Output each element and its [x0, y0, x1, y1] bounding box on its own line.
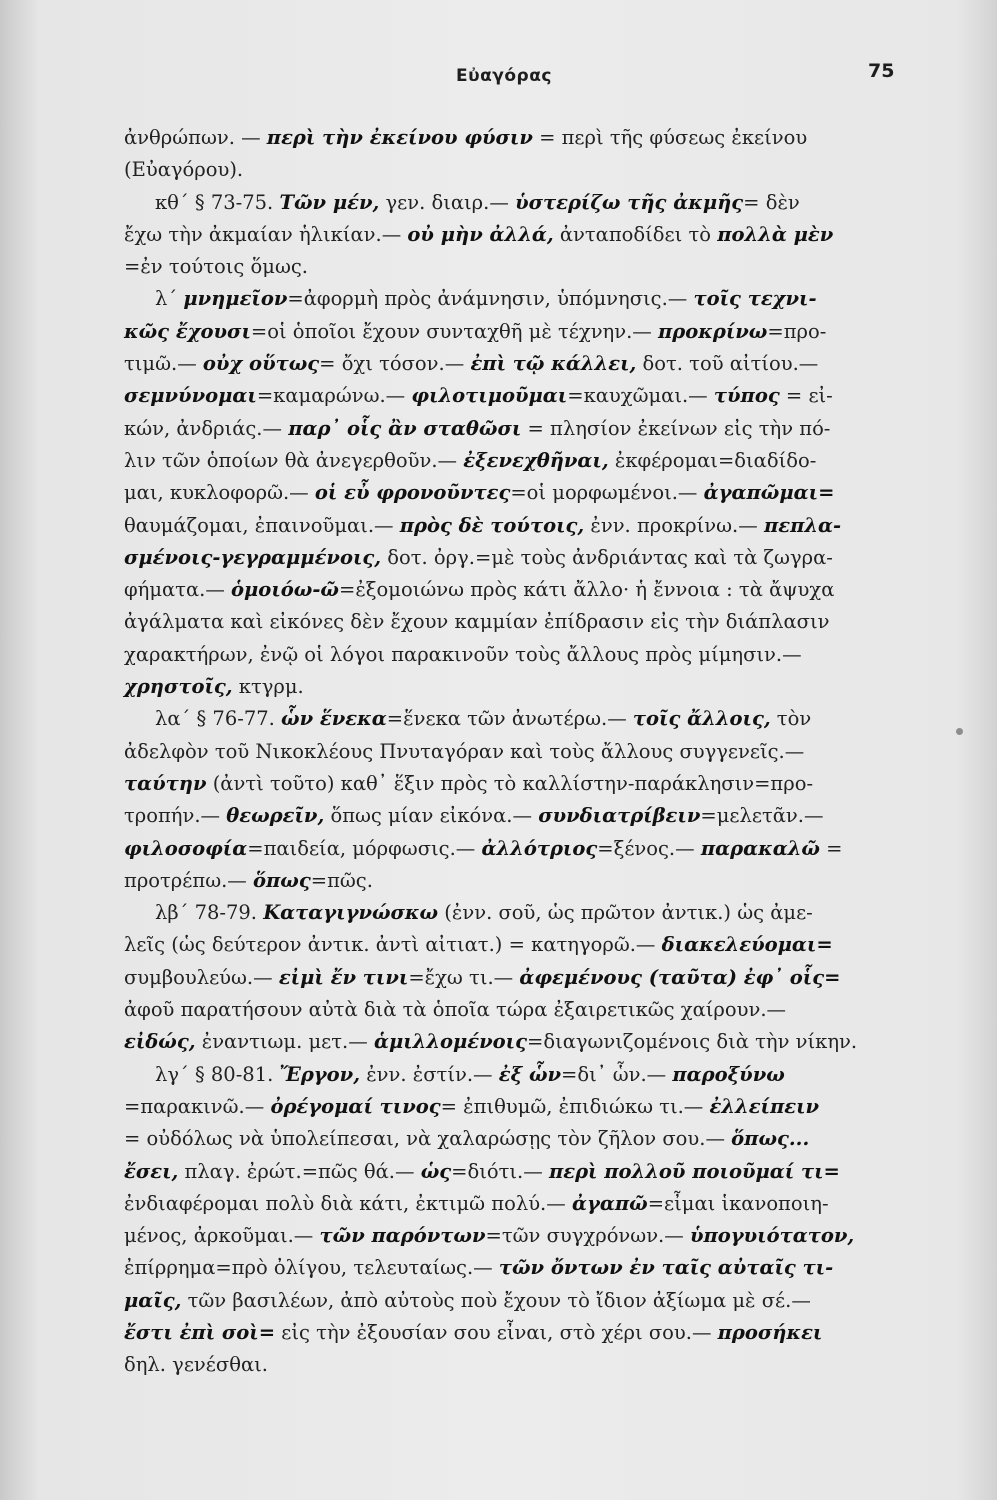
text-line: [124, 219, 914, 251]
lemma-term: περὶ πολλοῦ ποιοῦμαί τι=: [548, 1159, 840, 1183]
gloss-text: κθ΄ § 73-75.: [124, 190, 280, 214]
gloss-text: =καυχῶμαι.—: [567, 384, 714, 408]
gloss-text: =παιδεία, μόρφωσις.—: [247, 836, 482, 860]
gloss-text: κών, ἀνδριάς.—: [124, 416, 289, 440]
text-line: [124, 574, 914, 606]
lemma-term: ὅπως: [253, 868, 311, 892]
lemma-term: περὶ τὴν ἐκείνου φύσιν: [266, 126, 533, 149]
text-line: [124, 380, 914, 412]
text-line: [124, 1188, 914, 1220]
gloss-text: =εἶμαι ἱκανοποιη-: [647, 1191, 829, 1215]
lemma-term: σμένοις-γεγραμμένοις,: [124, 545, 382, 569]
gloss-text: =: [819, 836, 843, 860]
lemma-term: πολλὰ μὲν: [717, 222, 834, 246]
lemma-term: ἀλλότριος: [481, 836, 598, 860]
gloss-text: =ἔχω τι.—: [408, 965, 520, 989]
text-line: [124, 154, 914, 186]
lemma-term: εἰμὶ ἔν τινι: [278, 965, 409, 989]
gloss-text: ἀδελφὸν τοῦ Νικοκλέους Πνυταγόραν καὶ τοὺς ἄλλους συγγενεῖς.—: [124, 739, 805, 763]
text-line: [124, 1123, 914, 1155]
lemma-term: ἁμιλλομένοις: [373, 1030, 527, 1054]
gloss-text: θαυμάζομαι, ἐπαινοῦμαι.—: [124, 513, 400, 537]
lemma-term: Ἔργον,: [279, 1062, 361, 1086]
lemma-term: τῶν ὄντων ἐν ταῖς αὐταῖς τι-: [498, 1256, 834, 1280]
lemma-term: πεπλα-: [763, 513, 842, 537]
gloss-text: χαρακτήρων, ἐνῷ οἱ λόγοι παρακινοῦν τοὺς ἄλλους πρὸς μίμησιν.—: [124, 642, 802, 666]
text-line: [124, 477, 914, 509]
gloss-text: (Εὐαγόρου).: [124, 158, 244, 182]
gloss-text: =δι᾽ ὧν.—: [561, 1062, 673, 1086]
gloss-text: =μελετᾶν.—: [700, 804, 824, 828]
text-line: [124, 1059, 914, 1091]
gloss-text: μαι, κυκλοφορῶ.—: [124, 481, 315, 505]
lemma-term: σεμνύνομαι: [124, 384, 257, 408]
gloss-text: =παρακινῶ.—: [124, 1094, 271, 1118]
lemma-term: τύπος: [713, 384, 780, 408]
gloss-text: λ΄: [124, 287, 184, 311]
gloss-text: δηλ. γενέσθαι.: [124, 1353, 268, 1377]
gloss-text: =ἐν τούτοις ὅμως.: [124, 255, 308, 279]
lemma-term: ὀρέγομαί τινος: [270, 1094, 441, 1118]
lemma-term: ἐξ ὧν: [498, 1062, 562, 1086]
gloss-text: συμβουλεύω.—: [124, 965, 279, 989]
gloss-text: ἀνθρώπων. —: [124, 126, 267, 149]
lemma-term: ὅπως...: [731, 1127, 810, 1151]
gloss-text: φήματα.—: [124, 578, 232, 602]
gloss-text: ἀφοῦ παρατήσουν αὐτὰ διὰ τὰ ὁποῖα τώρα ἐξαιρετικῶς χαίρουν.—: [124, 998, 787, 1022]
text-line: [124, 606, 914, 638]
text-line: [124, 542, 914, 574]
lemma-term: παρ᾽ οἷς ἂν σταθῶσι: [288, 416, 522, 440]
gloss-text: λιν τῶν ὁποίων θὰ ἀνεγερθοῦν.—: [124, 448, 464, 472]
gloss-text: ἐνν. ἐστίν.—: [360, 1062, 499, 1086]
lemma-term: προσήκει: [717, 1320, 823, 1344]
text-line: [124, 703, 914, 735]
lemma-term: ἐπὶ τῷ κάλλει,: [470, 352, 637, 376]
gloss-text: =πῶς.: [310, 868, 373, 892]
text-line: [124, 800, 914, 832]
gloss-text: ἐπίρρημα=πρὸ ὀλίγου, τελευταίως.—: [124, 1256, 499, 1280]
gloss-text: =καμαρώνω.—: [256, 384, 412, 408]
lemma-term: συνδιατρίβειν: [538, 804, 701, 828]
lemma-term: φιλοτιμοῦμαι: [411, 384, 568, 408]
lemma-term: μαῖς,: [124, 1288, 182, 1312]
lemma-term: χρηστοῖς,: [124, 675, 233, 699]
lemma-term: ὑστερίζω τῆς ἀκμῆς: [515, 190, 744, 214]
lemma-term: παρακαλῶ: [700, 836, 820, 860]
gloss-text: γεν. διαιρ.—: [379, 190, 516, 214]
text-line: [124, 736, 914, 768]
lemma-term: μνημεῖον: [183, 287, 288, 311]
lemma-term: ἐξενεχθῆναι,: [463, 448, 609, 472]
text-line: [124, 283, 914, 315]
gloss-text: μένος, ἀρκοῦμαι.—: [124, 1224, 320, 1248]
lemma-term: οὐχ οὕτως: [202, 352, 320, 376]
text-line: [124, 1026, 914, 1058]
gloss-text: λεῖς (ὡς δεύτερον ἀντικ. ἀντὶ αἰτιατ.) = κατηγορῶ.—: [124, 933, 662, 957]
text-line: [124, 833, 914, 865]
gloss-text: = ἐπιθυμῶ, ἐπιδιώκω τι.—: [440, 1094, 710, 1118]
gloss-text: ἐναντιωμ. μετ.—: [195, 1030, 374, 1054]
text-line: [124, 316, 914, 348]
text-line: [124, 994, 914, 1026]
gloss-text: = πλησίον ἐκείνων εἰς τὴν πό-: [521, 416, 831, 440]
lemma-term: Τῶν μέν,: [279, 190, 380, 214]
running-header: [0, 60, 997, 90]
lemma-term: ὁμοιόω-ῶ: [231, 578, 339, 602]
lemma-term: ἀφεμένους (ταῦτα) ἐφ᾽ οἷς=: [519, 965, 841, 989]
lemma-term: τοῖς τεχνι-: [693, 287, 817, 311]
page-number: 75: [868, 60, 895, 82]
text-line: [124, 1317, 914, 1349]
gloss-text: ἐνδιαφέρομαι πολὺ διὰ κάτι, ἐκτιμῶ πολύ.—: [124, 1191, 572, 1215]
gloss-text: =ἐξομοιώνω πρὸς κάτι ἄλλο· ἡ ἔννοια : τὰ ἄψυχα: [339, 578, 835, 602]
gloss-text: ἀνταποδίδει τὸ: [553, 222, 718, 246]
text-line: [124, 445, 914, 477]
lemma-term: ἀγαπῶμαι=: [703, 481, 835, 505]
gloss-text: ἐνν. προκρίνω.—: [584, 513, 764, 537]
lemma-term: προκρίνω: [658, 319, 768, 343]
gloss-text: (ἀντὶ τοῦτο) καθ᾽ ἕξιν πρὸς τὸ καλλίστην-παράκλησιν=προ-: [206, 771, 814, 795]
lemma-term: τοῖς ἄλλοις,: [632, 707, 771, 731]
gloss-text: λβ΄ 78-79.: [124, 901, 264, 925]
text-line: [124, 510, 914, 542]
text-line: [124, 1349, 914, 1381]
gloss-text: = ὄχι τόσον.—: [319, 352, 471, 376]
lemma-term: οὐ μὴν ἀλλά,: [407, 222, 554, 246]
gloss-text: =διαγωνιζομένοις διὰ τὴν νίκην.: [526, 1030, 858, 1054]
gloss-text: =οἱ ὁποῖοι ἔχουν συνταχθῆ μὲ τέχνην.—: [250, 319, 658, 343]
lemma-term: θεωρεῖν,: [226, 804, 325, 828]
lemma-term: παροξύνω: [672, 1062, 785, 1086]
gloss-text: προτρέπω.—: [124, 868, 253, 892]
text-line: [124, 865, 914, 897]
text-line: [124, 671, 914, 703]
gloss-text: = δὲν: [743, 190, 800, 214]
gloss-text: =τῶν συγχρόνων.—: [485, 1224, 690, 1248]
text-line: [124, 122, 914, 154]
gloss-text: =ξένος.—: [597, 836, 701, 860]
gloss-text: εἰς τὴν ἐξουσίαν σου εἶναι, στὸ χέρι σου.—: [275, 1320, 718, 1344]
gloss-text: τιμῶ.—: [124, 352, 203, 376]
gloss-text: πλαγ. ἐρώτ.=πῶς θά.—: [178, 1159, 421, 1183]
text-line: [124, 768, 914, 800]
lemma-term: ἔστι ἐπὶ σοὶ=: [124, 1320, 276, 1344]
lemma-term: Καταγιγνώσκω: [263, 901, 439, 925]
gloss-text: (ἐνν. σοῦ, ὡς πρῶτον ἀντικ.) ὡς ἀμε-: [438, 901, 813, 925]
gloss-text: =οἱ μορφωμένοι.—: [510, 481, 704, 505]
gloss-text: λα΄ § 76-77.: [124, 707, 282, 731]
gloss-text: = εἰ-: [779, 384, 833, 408]
gloss-text: τῶν βασιλέων, ἀπὸ αὐτοὺς ποὺ ἔχουν τὸ ἴδιον ἀξίωμα μὲ σέ.—: [181, 1288, 811, 1312]
lemma-term: ὡς: [420, 1159, 452, 1183]
gloss-text: =προ-: [767, 319, 827, 343]
lemma-term: ἀγαπῶ: [571, 1191, 648, 1215]
gloss-text: τροπήν.—: [124, 804, 227, 828]
running-title: Εὐαγόρας: [456, 66, 552, 86]
text-line: [124, 962, 914, 994]
gloss-text: =ἀφορμὴ πρὸς ἀνάμνησιν, ὑπόμνησις.—: [287, 287, 694, 311]
gloss-text: ἔχω τὴν ἀκμαίαν ἡλικίαν.—: [124, 222, 408, 246]
text-line: [124, 1220, 914, 1252]
lemma-term: κῶς ἔχουσι: [124, 319, 251, 343]
text-line: [124, 187, 914, 219]
text-line: [124, 929, 914, 961]
gloss-text: τὸν: [770, 707, 812, 731]
margin-mark: [956, 728, 963, 735]
text-line: [124, 251, 914, 283]
text-line: [124, 1156, 914, 1188]
lemma-term: ταύτην: [124, 771, 207, 795]
gloss-text: =ἕνεκα τῶν ἀνωτέρω.—: [386, 707, 633, 731]
gloss-text: δοτ. τοῦ αἰτίου.—: [636, 352, 819, 376]
lemma-term: εἰδώς,: [124, 1030, 196, 1054]
text-line: [124, 348, 914, 380]
lemma-term: διακελεύομαι=: [661, 933, 833, 957]
gloss-text: ἀγάλματα καὶ εἰκόνες δὲν ἔχουν καμμίαν ἐπίδρασιν εἰς τὴν διάπλασιν: [124, 610, 830, 634]
lemma-term: πρὸς δὲ τούτοις,: [399, 513, 585, 537]
lemma-term: οἱ εὖ φρονοῦντες: [314, 481, 511, 505]
text-line: [124, 1252, 914, 1284]
gloss-text: ἐκφέρομαι=διαδίδο-: [608, 448, 817, 472]
lemma-term: ὑπογυιότατον,: [689, 1224, 855, 1248]
lemma-term: ἔσει,: [124, 1159, 179, 1183]
gloss-text: λγ΄ § 80-81.: [124, 1062, 280, 1086]
gloss-text: ὅπως μίαν εἰκόνα.—: [324, 804, 539, 828]
gloss-text: δοτ. ὀργ.=μὲ τοὺς ἀνδριάντας καὶ τὰ ζωγρα-: [381, 545, 833, 569]
text-line: [124, 897, 914, 929]
text-line: [124, 1285, 914, 1317]
gloss-text: =διότι.—: [451, 1159, 549, 1183]
lemma-term: ὧν ἕνεκα: [281, 707, 387, 731]
text-line: [124, 639, 914, 671]
lemma-term: φιλοσοφία: [124, 836, 248, 860]
lemma-term: ἐλλείπειν: [709, 1094, 820, 1118]
text-line: [124, 413, 914, 445]
commentary-text: [124, 122, 914, 1382]
gloss-text: = περὶ τῆς φύσεως ἐκείνου: [532, 126, 808, 149]
gloss-text: = οὐδόλως νὰ ὑπολείπεσαι, νὰ χαλαρώσῃς τὸν ζῆλον σου.—: [124, 1127, 732, 1151]
gloss-text: κτγρμ.: [232, 675, 304, 699]
text-line: [124, 1091, 914, 1123]
lemma-term: τῶν παρόντων: [319, 1224, 486, 1248]
